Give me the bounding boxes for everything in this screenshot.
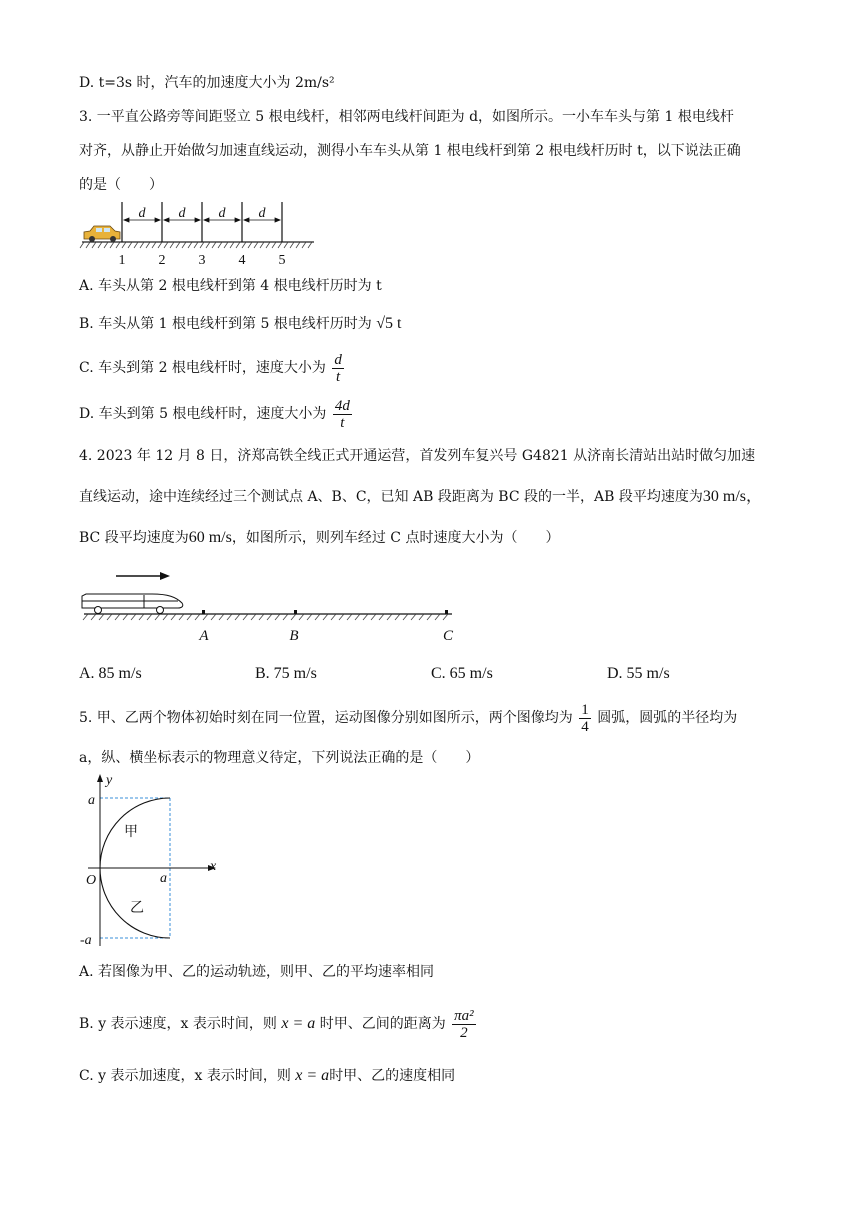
curve-yi-label: 乙 (130, 901, 144, 916)
q5-quarter-fraction (579, 702, 591, 735)
q3-option-d (79, 396, 354, 432)
q4-option-d (607, 664, 670, 684)
q4-stem-line3-tail: ，如图所示，则列车经过 C 点时速度大小为（ ） (231, 530, 560, 546)
q5-option-a: A. 若图像为甲、乙的运动轨迹，则甲、乙的平均速率相同 (79, 964, 435, 980)
q2-option-d: D. t=3s 时，汽车的加速度大小为 2m/s² (79, 75, 335, 91)
q5-option-b-math: x = a (281, 1015, 316, 1032)
motion-arrow-icon (116, 572, 170, 580)
x-axis-label: x (210, 859, 217, 874)
q4-ab-speed: 30 m/s， (702, 488, 762, 505)
q4-option-a (79, 664, 142, 684)
ground-hatching (80, 242, 312, 248)
q5-option-c (79, 1066, 455, 1086)
q3-option-b-text: B. 车头从第 1 根电线杆到第 5 根电线杆历时为 (79, 316, 372, 332)
q4-option-c-text: C. 65 m/s (431, 665, 493, 682)
train-icon (82, 594, 183, 614)
q4-option-c (431, 664, 493, 684)
q3-option-b-math: √5 t (376, 315, 402, 332)
frac-numerator: 4d (334, 397, 350, 414)
pole-label-2: 2 (158, 253, 166, 268)
q5-option-b-text: B. y 表示速度，x 表示时间，则 (79, 1016, 277, 1032)
q5-stem-line1-tail: 圆弧，圆弧的半径均为 (597, 710, 738, 726)
q4-stem-line2 (79, 487, 762, 507)
gap-label-4: d (258, 206, 266, 221)
q4-option-b (255, 664, 317, 684)
car-icon (84, 226, 120, 242)
q4-stem-line3 (79, 528, 559, 548)
track-hatching (83, 614, 448, 620)
point-label-a: A (199, 628, 209, 644)
q5-option-c-text: C. y 表示加速度，x 表示时间，则 (79, 1068, 291, 1084)
gap-label-1: d (138, 206, 146, 221)
frac-numerator: πa² (454, 1007, 474, 1024)
pole-label-1: 1 (118, 253, 126, 268)
q4-stem-line3-text: BC 段平均速度为 (79, 530, 189, 546)
q5-stem-line2: a，纵、横坐标表示的物理意义待定，下列说法正确的是（ ） (79, 750, 480, 766)
point-labels (198, 628, 454, 644)
q5-option-b-mid: 时甲、乙间的距离为 (319, 1016, 446, 1032)
frac-denominator: t (336, 368, 341, 385)
q4-option-a-text: A. 85 m/s (79, 665, 142, 682)
q5-arc-graph (78, 770, 228, 950)
q3-poles-figure (78, 198, 318, 270)
bottom-tick-label: -a (80, 933, 92, 948)
frac-numerator: d (334, 351, 342, 368)
q3-option-d-text: D. 车头到第 5 根电线杆时，速度大小为 (79, 406, 327, 422)
q4-stem-line1: 4. 2023 年 12 月 8 日，济郑高铁全线正式开通运营，首发列车复兴号 G4821 从济南长清站出站时做匀加速 (79, 448, 756, 464)
q3-option-c-fraction (332, 352, 344, 385)
y-axis-label: y (106, 773, 113, 788)
q5-stem-line1 (79, 700, 737, 736)
q3-stem-line3: 的是（ ） (79, 177, 163, 193)
pole-labels (119, 253, 286, 268)
q4-train-figure (78, 566, 468, 648)
axes (88, 780, 210, 946)
q3-stem-line2: 对齐，从静止开始做匀加速直线运动，测得小车车头从第 1 根电线杆到第 2 根电线杆历时 t，以下说法正确 (79, 143, 741, 159)
q3-option-b (79, 314, 402, 334)
y-axis-arrow-icon (97, 774, 103, 782)
frac-denominator: t (340, 414, 345, 431)
q3-option-c-text: C. 车头到第 2 根电线杆时，速度大小为 (79, 360, 326, 376)
point-label-b: B (289, 628, 299, 644)
q3-stem-line1: 3. 一平直公路旁等间距竖立 5 根电线杆，相邻两电线杆间距为 d，如图所示。一小车车头与第 1 根电线杆 (79, 109, 734, 125)
q4-option-d-text: D. 55 m/s (607, 665, 670, 682)
frac-numerator: 1 (581, 701, 589, 718)
q4-bc-speed: 60 m/s (188, 529, 232, 546)
frac-denominator: 2 (460, 1024, 468, 1041)
q3-option-a: A. 车头从第 2 根电线杆到第 4 根电线杆历时为 t (79, 278, 382, 294)
q3-option-d-fraction (333, 398, 352, 431)
q5-option-b-fraction (452, 1008, 476, 1041)
q5-option-c-tail: 时甲、乙的速度相同 (329, 1068, 456, 1084)
q5-option-b (79, 1004, 478, 1044)
gap-label-2: d (178, 206, 186, 221)
q5-stem-line1-text: 5. 甲、乙两个物体初始时刻在同一位置，运动图像分别如图所示，两个图像均为 (79, 710, 573, 726)
pole-label-5: 5 (278, 253, 286, 268)
pole-label-3: 3 (198, 253, 206, 268)
q4-stem-line2-text: 直线运动，途中连续经过三个测试点 A、B、C，已知 AB 段距离为 BC 段的一半，AB 段平均速度为 (79, 489, 703, 505)
pole-label-4: 4 (238, 253, 246, 268)
point-label-c: C (442, 628, 454, 644)
q3-option-c (79, 350, 346, 386)
x-tick-label: a (160, 871, 167, 886)
frac-denominator: 4 (581, 718, 589, 735)
curve-jia-label: 甲 (124, 825, 138, 840)
gap-label-3: d (218, 206, 226, 221)
top-tick-label: a (88, 793, 95, 808)
origin-label: O (86, 873, 97, 888)
q4-option-b-text: B. 75 m/s (255, 665, 317, 682)
q5-option-c-math: x = a (295, 1067, 330, 1084)
